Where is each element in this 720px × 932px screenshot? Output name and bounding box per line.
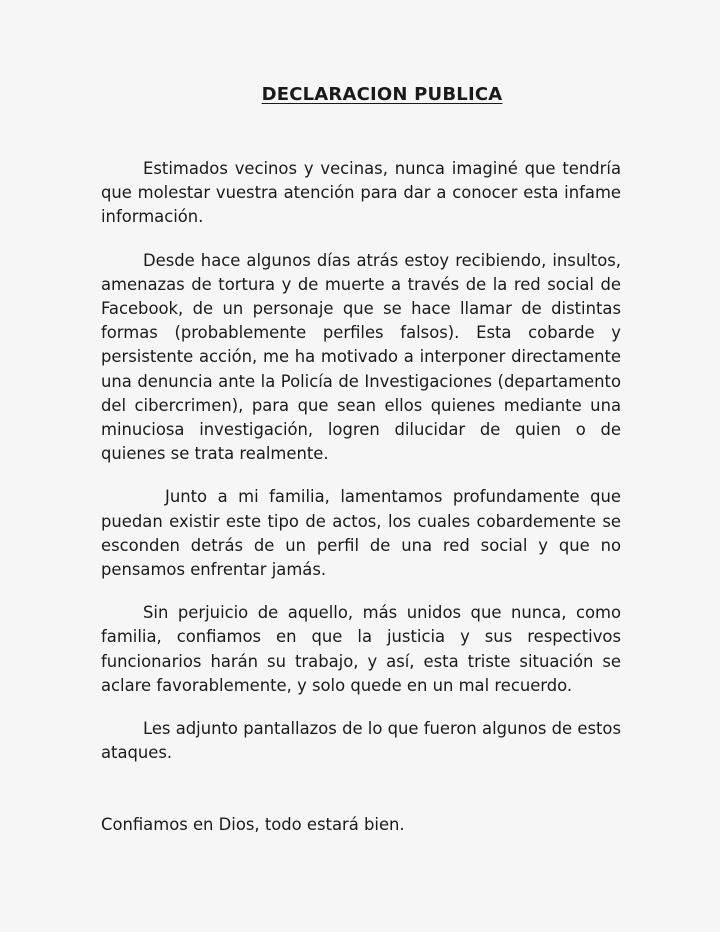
paragraph-threats: Desde hace algunos días atrás estoy recibiendo, insultos, amenazas de tortura y de muerte a través de la red social de Facebook, de un personaje que se hace llamar de distintas formas (probablemente perfiles falsos). Esta cobarde y persistente acción, me ha motivado a interponer directamente una denuncia ante la Policía de Investigaciones (departamento del cibercrimen), para que sean ellos quienes mediante una minuciosa investigación, logren dilucidar de quien o de quienes se trata realmente. bbox=[101, 250, 621, 464]
document-title: DECLARACION PUBLICA bbox=[261, 84, 503, 105]
paragraph-greeting: Estimados vecinos y vecinas, nunca imaginé que tendría que molestar vuestra atención para dar a conocer esta infame información. bbox=[101, 159, 621, 227]
document-body bbox=[101, 157, 621, 857]
paragraph-attachments: Les adjunto pantallazos de lo que fueron algunos de estos ataques. bbox=[101, 719, 621, 763]
paragraph-family: Junto a mi familia, lamentamos profundamente que puedan existir este tipo de actos, los cuales cobardemente se esconden detrás de un perfil de una red social y que no pensamos enfrentar jamás. bbox=[101, 487, 621, 580]
paragraph-justice: Sin perjuicio de aquello, más unidos que nunca, como familia, confiamos en que la justicia y sus respectivos funcionarios harán su trabajo, y así, esta triste situación se aclare favorablemente, y solo quede en un mal recuerdo. bbox=[101, 603, 621, 695]
closing-line: Confiamos en Dios, todo estará bien. bbox=[101, 815, 405, 835]
